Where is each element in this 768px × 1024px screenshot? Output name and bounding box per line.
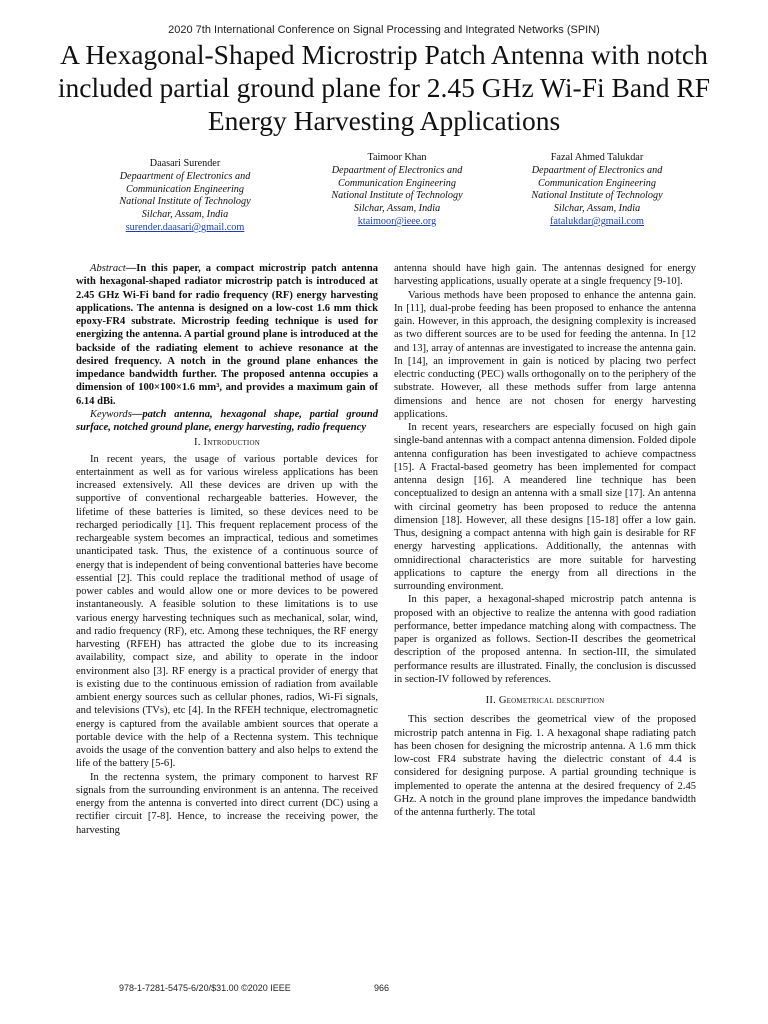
section-number: I.: [194, 437, 201, 449]
author-name: Taimoor Khan: [367, 152, 427, 163]
author-location: Silchar, Assam, India: [553, 203, 641, 215]
author-institute: National Institute of Technology: [331, 190, 463, 202]
body-paragraph: antenna should have high gain. The antennas designed for energy harvesting applications, usually operate at a single frequency [9-10].: [394, 263, 696, 288]
keywords: [76, 408, 378, 435]
section-heading-introduction: [76, 436, 378, 449]
author-dept: Depaartment of Electronics and: [331, 164, 463, 176]
body-paragraph: Various methods have been proposed to enhance the antenna gain. In [11], dual-probe feeding has been proposed to enhance the antenna gain. However, in this approach, the designing complexity is increased as two different sources are to be used for feeding the antenna. In [12 and 13], array of antennas are investigated to increase the antenna gain. In [14], an improvement in gain is noticed by placing two perfect electric conducting (PEC) walls orthogonally on to the periphery of the substrate. However, all these methods suffer from large antenna dimensions and hence are not chosen for energy harvesting applications.: [394, 289, 696, 420]
author-institute: National Institute of Technology: [119, 196, 251, 208]
body-paragraph: In recent years, researchers are especially focused on high gain single-band antennas with a compact antenna dimension. Folded dipole antenna configuration has been investigated to achieve compactness [15]. A Fractal-based geometry has been implemented for compact antenna design [16]. A meandered line technique has been conceptualized to design an antenna with a small size [17]. An antenna with circinal geometry has been proposed to reduce the antenna dimension [18]. However, all these designs [15-18] offer a low gain. Thus, designing a compact antenna with high gain is desirable for RF energy harvesting applications. Additionally, the antennas with omnidirectional characteristics are more suitable for harvesting applications to capture the energy from all directions in the surrounding environment.: [394, 422, 696, 592]
section-title: Geometrical description: [498, 695, 605, 706]
abstract-lead: Abstract: [90, 263, 126, 274]
author-email-link[interactable]: fatalukdar@gmail.com: [550, 215, 644, 227]
author-2: [292, 152, 502, 229]
left-column: [76, 262, 378, 837]
body-paragraph: In the rectenna system, the primary component to harvest RF signals from the surrounding environment is an antenna. The received energy from the antenna is converted into direct current (DC) using a rectifier circuit [7-8]. Hence, to increase the receiving power, the harvesting: [76, 771, 378, 836]
author-dept: Communication Engineering: [538, 177, 656, 189]
author-email-link[interactable]: ktaimoor@ieee.org: [357, 215, 437, 227]
author-location: Silchar, Assam, India: [353, 203, 441, 215]
right-column: [394, 262, 696, 819]
author-dept: Depaartment of Electronics and: [531, 164, 663, 176]
author-location: Silchar, Assam, India: [141, 209, 229, 221]
section-heading-geometrical: [394, 694, 696, 707]
author-email-link[interactable]: surender.daasari@gmail.com: [125, 221, 245, 233]
body-paragraph: In this paper, a hexagonal-shaped microstrip patch antenna is proposed with an objective to realize the antenna with good radiation performance, better impedance matching along with compactness. The paper is organized as follows. Section-II describes the geometrical description of the proposed antenna. In section-III, the simulated performance results are illustrated. Finally, the conclusion is discussed in section-IV followed by references.: [394, 594, 696, 685]
section-number: II.: [485, 695, 496, 706]
author-1: [80, 158, 290, 235]
author-name: Fazal Ahmed Talukdar: [550, 152, 644, 163]
keywords-lead: Keywords: [90, 408, 132, 420]
author-institute: National Institute of Technology: [531, 190, 663, 202]
author-dept: Depaartment of Electronics and: [119, 170, 251, 182]
abstract-text: —In this paper, a compact microstrip patch antenna with hexagonal-shaped radiator microstrip patch is introduced at 2.45 GHz Wi-Fi band for radio frequency (RF) energy harvesting applications. The antenna is designed on a low-cost 1.6 mm thick epoxy-FR4 substrate. Microstrip feeding technique is used for energizing the antenna. A partial ground plane is introduced at the backside of the radiating element to achieve resonance at the desired frequency. A notch in the ground plane enhances the impedance bandwidth further. The proposed antenna occupies a dimension of 100×100×1.6 mm³, and provides a maximum gain of 6.14 dBi.: [76, 263, 378, 407]
conference-header: 2020 7th International Conference on Signal Processing and Integrated Networks (SPIN): [168, 24, 600, 36]
keywords-text: —patch antenna, hexagonal shape, partial ground surface, notched ground plane, energy harvesting, radio frequency: [76, 408, 378, 433]
abstract: [76, 262, 378, 408]
author-dept: Communication Engineering: [126, 183, 244, 195]
section-title: Introduction: [203, 437, 260, 449]
body-paragraph: In recent years, the usage of various portable devices for entertainment as well as for various wireless applications has been increased extensively. All these devices are driven up with the supportive of conventional rechargeable batteries. However, the lifetime of these batteries is limited, so these devices need to be recharged periodically [1]. This frequent replacement process of the rechargeable system becomes an impractical, tedious and sometimes unanticipated task. Thus, the existence of a continuous source of energy that is independent of being conventional batteries have become essential [2]. This could replace the traditional method of usage of power cables and would allow one or more devices to be powered instantaneously. A feasible solution to these limitations is to use various energy harvesting techniques such as mechanical, solar, wind, and radio frequency (RF), etc. Among these techniques, the RF energy harvesting (RFEH) has attracted the globe due to its increasing availability, compact size, and ability to operate in the indoor environment also [3]. RF energy is a practical provider of energy that is existing due to the continuous emission of radiation from available ambient energy sources such as cellular phones, radios, Wi-Fi signals, and televisions (TVs), etc [4]. In the RFEH technique, electromagnetic energy is captured from the available ambient sources that operate a portable device with the help of a Rectenna system. This technique avoids the usage of the convention battery and also helps to extend the life of the battery [5-6].: [76, 453, 378, 770]
author-dept: Communication Engineering: [338, 177, 456, 189]
author-3: [492, 152, 702, 229]
footer-copyright: 978-1-7281-5475-6/20/$31.00 ©2020 IEEE: [119, 983, 291, 993]
page-number: 966: [374, 983, 390, 993]
paper-title: A Hexagonal-Shaped Microstrip Patch Antenna with notch included partial ground plane for 2.45 GHz Wi-Fi Band RF Energy Harvesting Applications: [57, 39, 711, 136]
author-name: Daasari Surender: [149, 158, 221, 169]
author-block: [0, 152, 768, 242]
body-paragraph: This section describes the geometrical view of the proposed microstrip patch antenna in Fig. 1. A hexagonal shape radiating patch has been chosen for designing the microstrip antenna. A 1.6 mm thick low-cost FR4 substrate having the dielectric constant of 4.4 is considered for designing purpose. A partial grounding technique is implemented to operate the antenna at the desired frequency of 2.45 GHz. A notch in the ground plane improves the impedance bandwidth of the antenna furtherly. The total: [394, 714, 696, 818]
